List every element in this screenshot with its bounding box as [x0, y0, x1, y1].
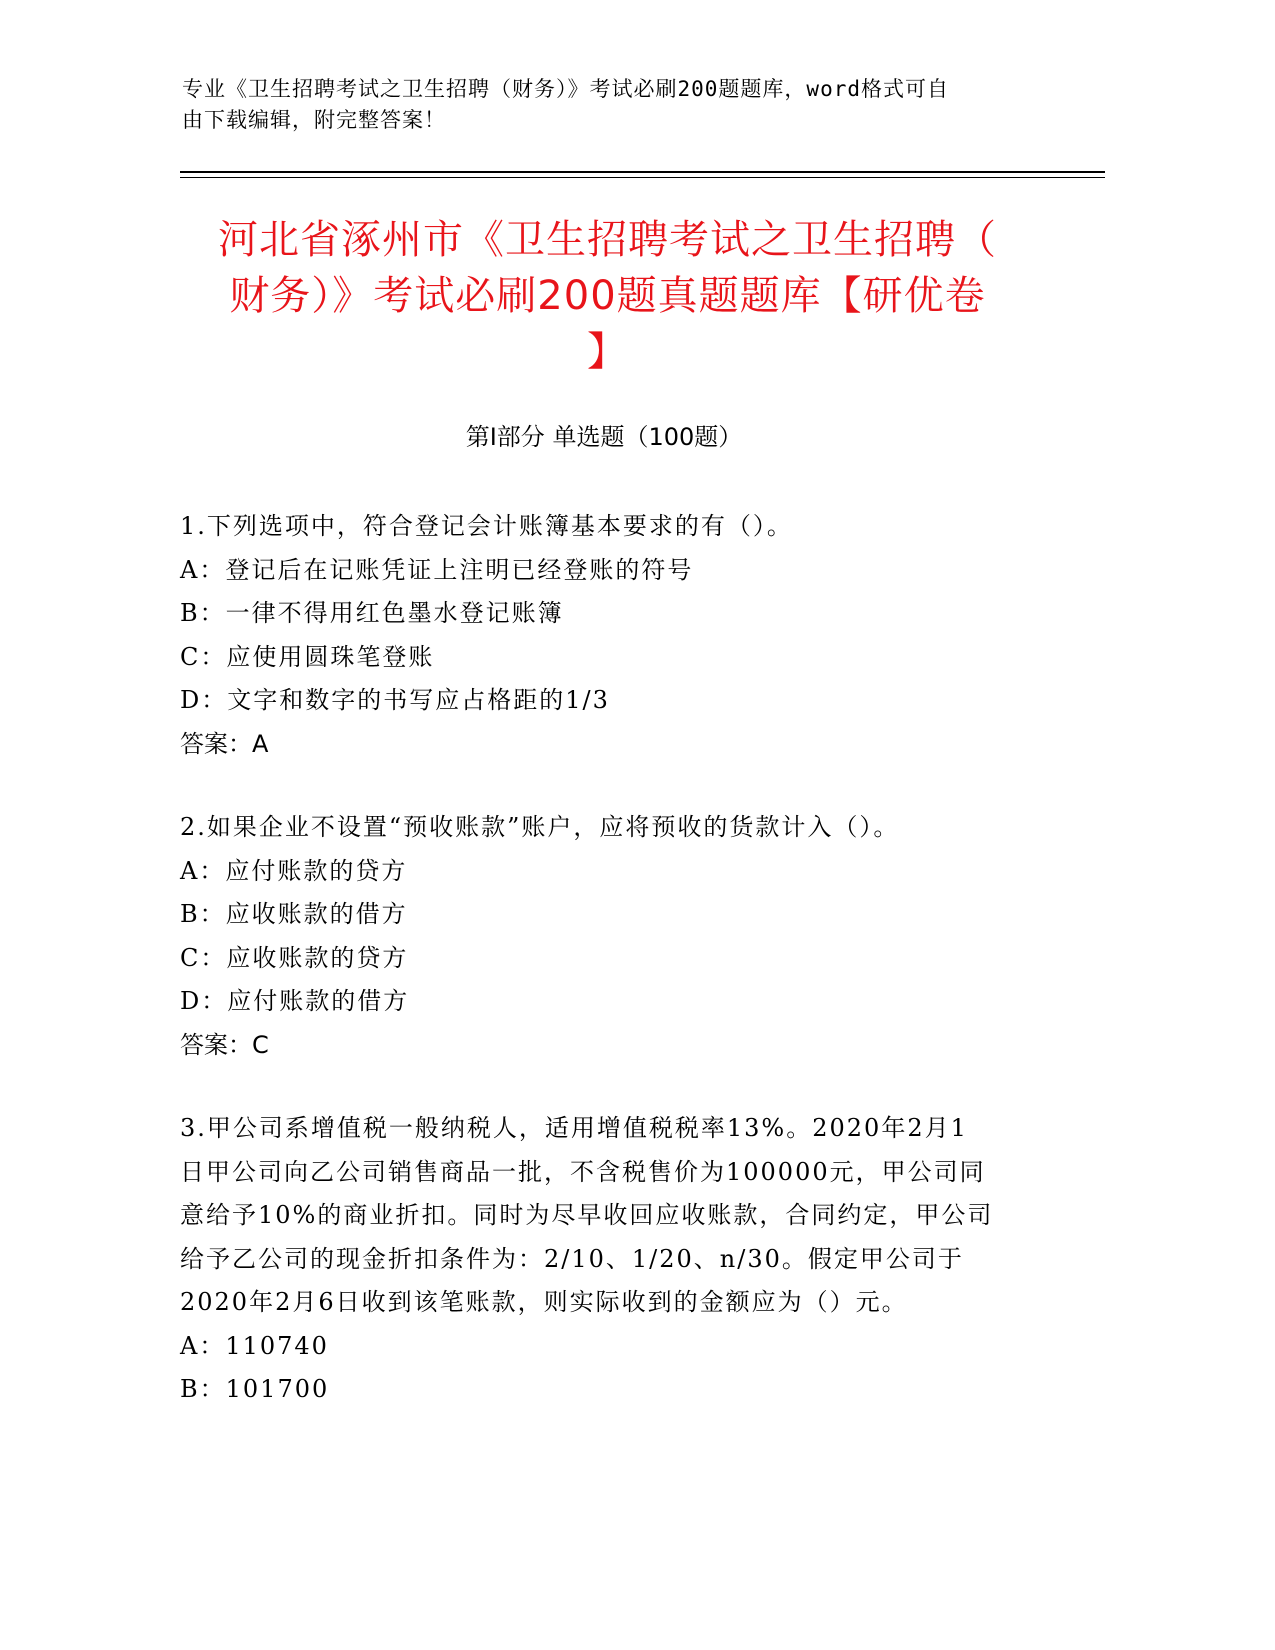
question-list: [180, 505, 1030, 1452]
question-1: [180, 505, 1030, 766]
header-note-line-2: 由下载编辑，附完整答案！: [182, 108, 446, 132]
document-title-line-1: 河北省涿州市《卫生招聘考试之卫生招聘（: [218, 217, 997, 263]
question-stem-line-1: 3.甲公司系增值税一般纳税人，适用增值税税率13%。2020年2月1: [180, 1114, 968, 1142]
question-stem-line-4: 给予乙公司的现金折扣条件为：2/10、1/20、n/30。假定甲公司于: [180, 1244, 964, 1273]
header-rule-thick: [180, 171, 1105, 173]
document-title: [185, 212, 1030, 380]
question-stem: 1.下列选项中，符合登记会计账簿基本要求的有（）。: [180, 512, 793, 540]
option-a: A：应付账款的贷方: [180, 856, 408, 885]
header-rule-thin: [180, 177, 1105, 178]
option-b: B：应收账款的借方: [180, 900, 408, 928]
option-b: B：101700: [180, 1375, 330, 1403]
option-c: C：应收账款的贷方: [180, 943, 409, 972]
question-stem-line-2: 日甲公司向乙公司销售商品一批，不含税售价为100000元，甲公司同: [180, 1157, 986, 1186]
header-note: [182, 74, 1042, 136]
document-title-line-2: 财务）》考试必刷200题真题题库【研优卷: [229, 273, 986, 319]
document-title-line-3: 】: [587, 329, 628, 375]
option-a: A：110740: [180, 1331, 329, 1360]
question-stem: 2.如果企业不设置“预收账款”账户，应将预收的货款计入（）。: [180, 813, 900, 841]
option-c: C：应使用圆珠笔登账: [180, 642, 435, 671]
question-stem-line-5: 2020年2月6日收到该笔账款，则实际收到的金额应为（）元。: [180, 1288, 908, 1316]
option-d: D：应付账款的借方: [180, 987, 410, 1015]
option-a: A：登记后在记账凭证上注明已经登账的符号: [180, 555, 694, 584]
question-2: [180, 806, 1030, 1067]
question-3: [180, 1107, 1030, 1412]
option-d: D：文字和数字的书写应占格距的1/3: [180, 686, 610, 714]
question-stem-line-3: 意给予10%的商业折扣。同时为尽早收回应收账款，合同约定，甲公司: [180, 1201, 994, 1229]
answer: 答案：C: [180, 1030, 269, 1059]
option-b: B：一律不得用红色墨水登记账簿: [180, 599, 564, 627]
section-title: 第Ⅰ部分 单选题（100题）: [465, 423, 743, 451]
answer: 答案：A: [180, 729, 269, 758]
header-note-line-1: 专业《卫生招聘考试之卫生招聘（财务）》考试必刷200题题库，word格式可自: [182, 77, 949, 101]
